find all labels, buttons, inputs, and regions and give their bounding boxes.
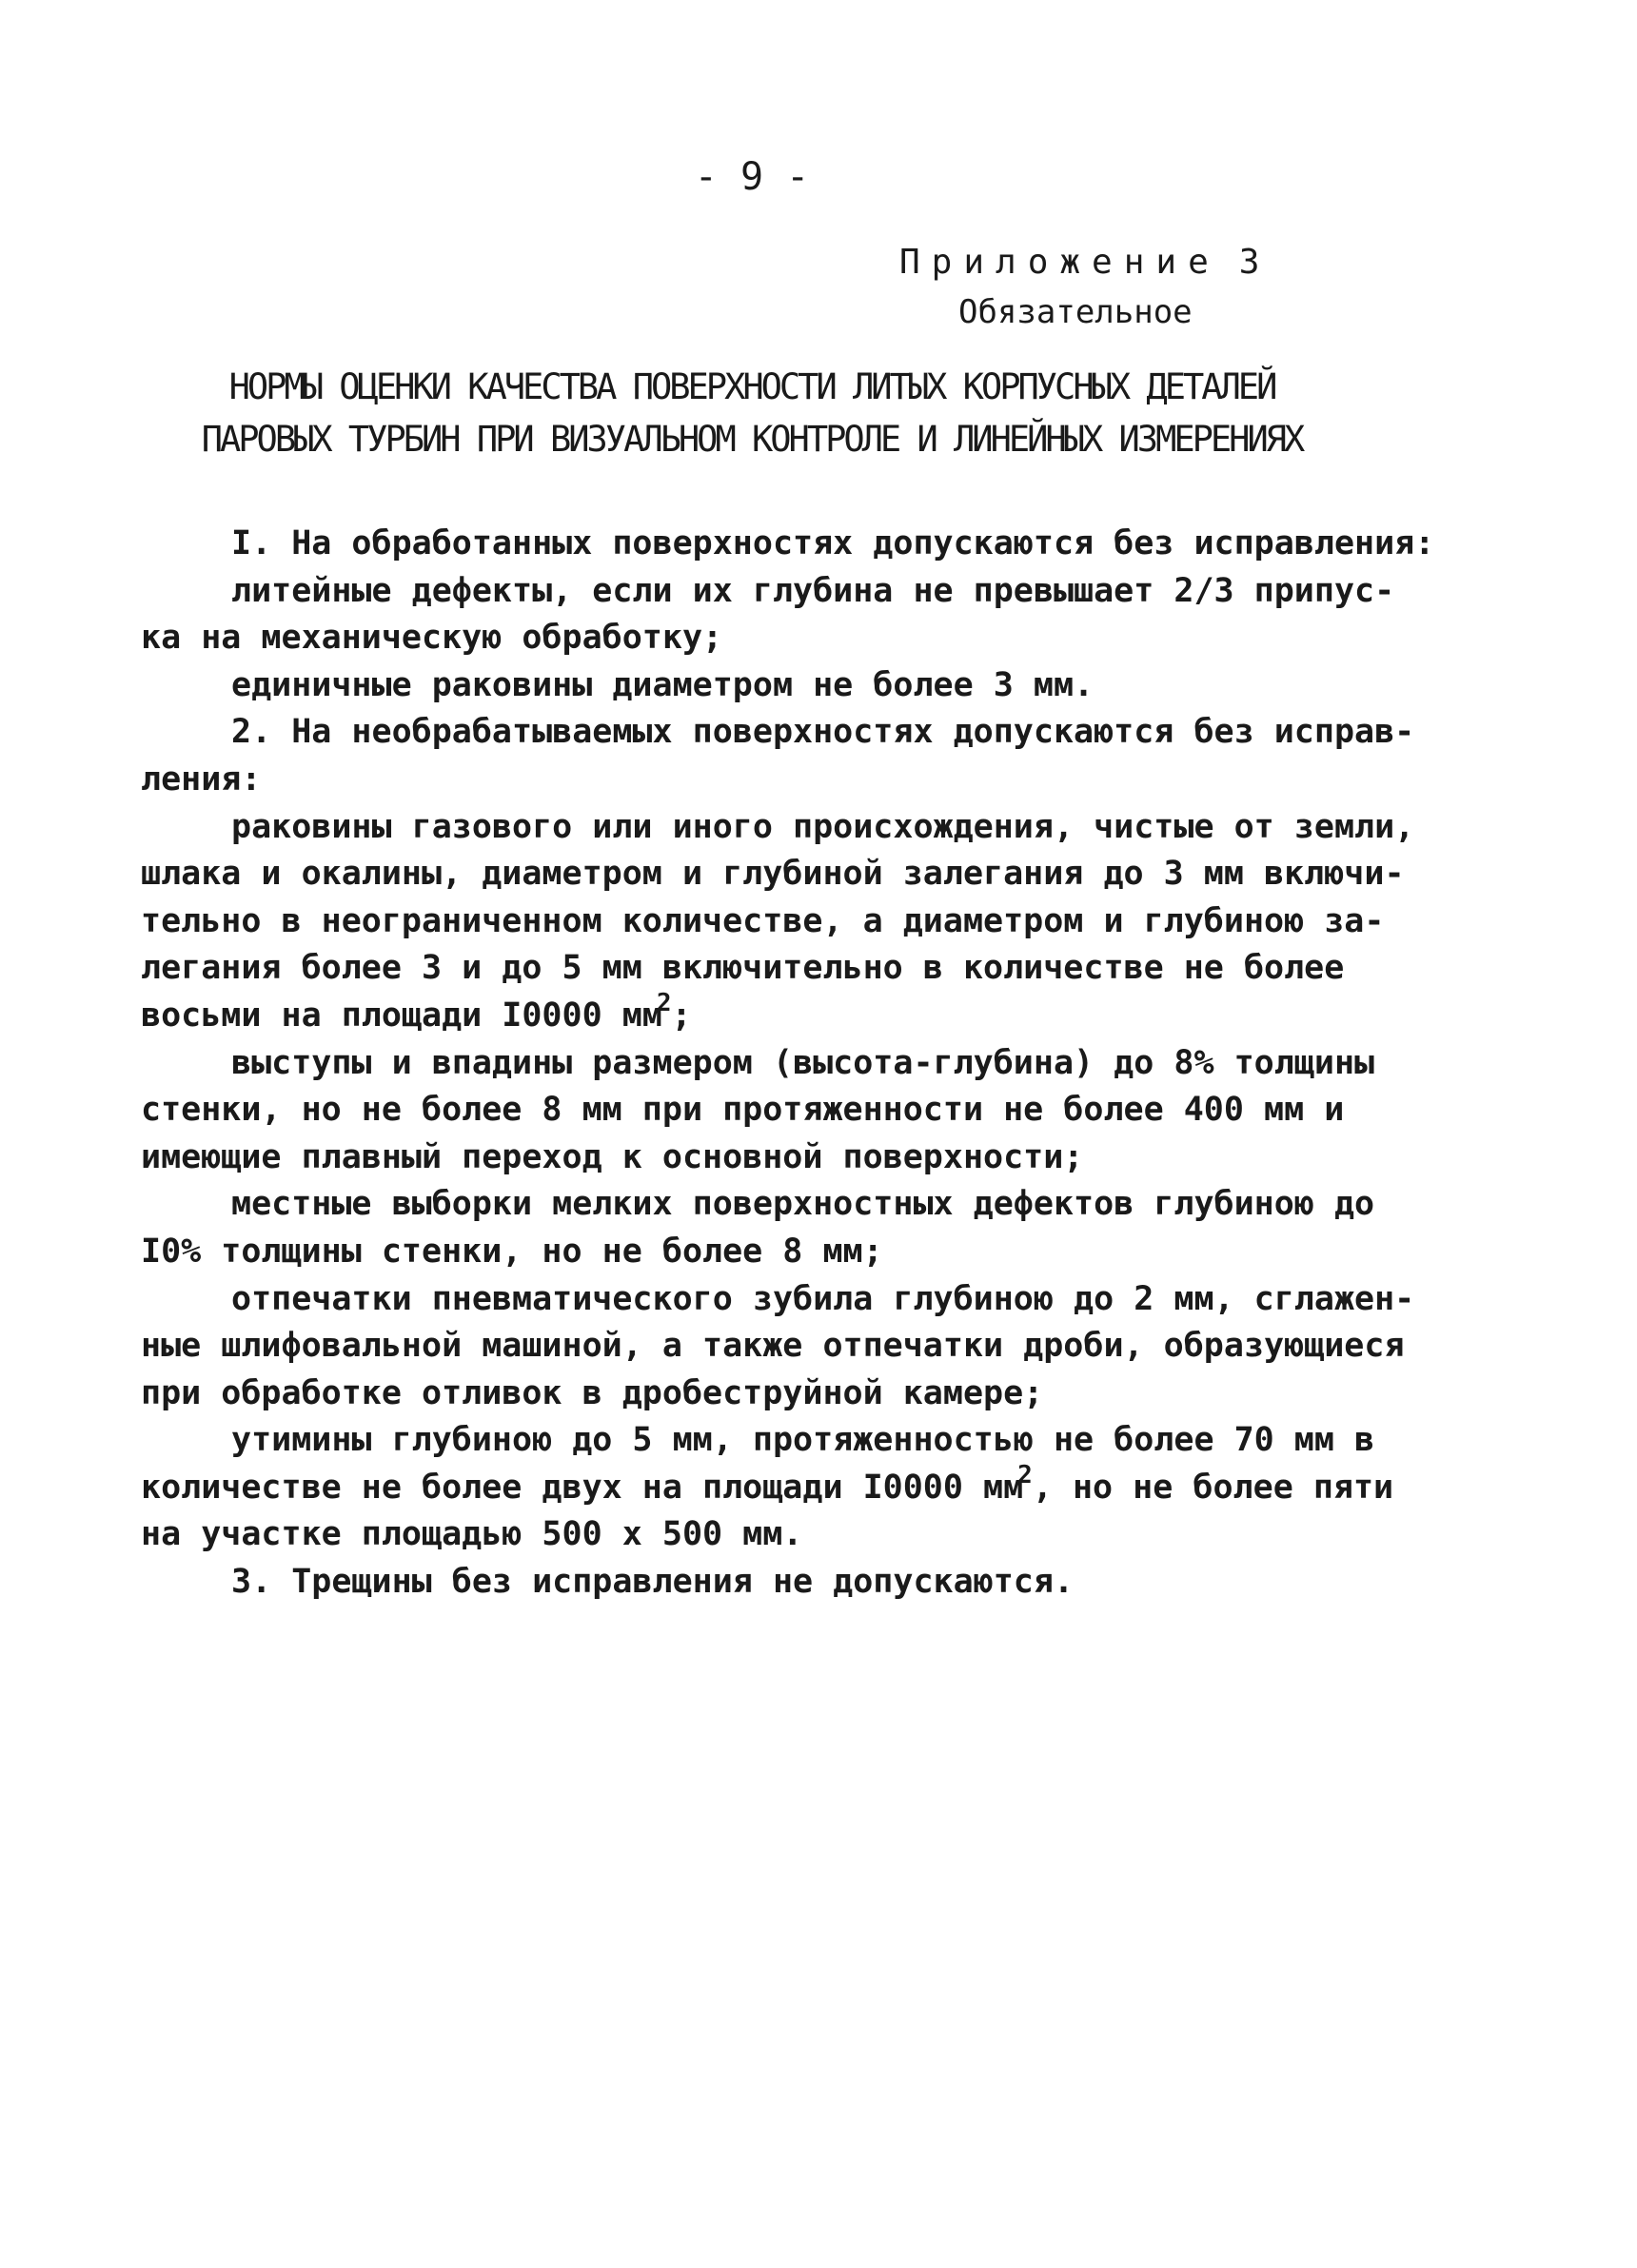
document-body <box>141 521 1435 1607</box>
body-line: отпечатки пневматического зубила глубиною до 2 мм, сглажен- <box>231 1279 1415 1318</box>
appendix-word: Приложение <box>899 243 1220 282</box>
body-line: единичные раковины диаметром не более 3 мм. <box>231 665 1095 704</box>
appendix-number: 3 <box>1238 243 1260 282</box>
body-line: тельно в неограниченном количестве, а диаметром и глубиною за- <box>141 901 1385 940</box>
document-title-line-1: НОРМЫ ОЦЕНКИ КАЧЕСТВА ПОВЕРХНОСТИ ЛИТЫХ КОРПУСНЫХ ДЕТАЛЕЙ <box>228 366 1275 407</box>
body-line-text: ; <box>671 996 692 1035</box>
body-line: при обработке отливок в дробеструйной камере; <box>141 1373 1044 1412</box>
body-line: выступы и впадины размером (высота-глубина) до 8% толщины <box>231 1043 1375 1082</box>
body-line: I. На обработанных поверхностях допускаются без исправления: <box>231 524 1435 562</box>
body-line: легания более 3 и до 5 мм включительно в количестве не более <box>141 949 1345 988</box>
body-line: утимины глубиною до 5 мм, протяженностью не более 70 мм в <box>231 1421 1375 1460</box>
body-line: ка на механическую обработку; <box>141 619 723 658</box>
appendix-status: Обязательное <box>958 293 1193 331</box>
document-title-line-2: ПАРОВЫХ ТУРБИН ПРИ ВИЗУАЛЬНОМ КОНТРОЛЕ И ЛИНЕЙНЫХ ИЗМЕРЕНИЯХ <box>201 419 1303 460</box>
body-line-text: , но не более пяти <box>1032 1468 1394 1507</box>
body-line: раковины газового или иного происхождения, чистые от земли, <box>231 807 1415 846</box>
page-number: - 9 - <box>694 155 810 199</box>
body-line-text: восьми на площади I0000 мм <box>141 996 662 1035</box>
body-line: I0% толщины стенки, но не более 8 мм; <box>141 1232 883 1271</box>
superscript: 2 <box>1017 1460 1033 1489</box>
body-line: шлака и окалины, диаметром и глубиной залегания до 3 мм включи- <box>141 855 1405 894</box>
body-line: стенки, но не более 8 мм при протяженности не более 400 мм и <box>141 1091 1345 1130</box>
body-line: имеющие плавный переход к основной поверхности; <box>141 1137 1084 1176</box>
body-line <box>141 988 1378 1040</box>
body-line: 3. Трещины без исправления не допускаются. <box>231 1563 1075 1602</box>
body-line: литейные дефекты, если их глубина не превышает 2/3 припус- <box>231 571 1395 610</box>
body-line <box>141 1460 1394 1512</box>
body-line: 2. На необрабатываемых поверхностях допускаются без исправ- <box>231 713 1415 752</box>
superscript: 2 <box>656 988 672 1017</box>
body-line: ления: <box>141 759 262 799</box>
body-line: местные выборки мелких поверхностных дефектов глубиною до <box>231 1185 1375 1224</box>
appendix-label <box>899 243 1259 282</box>
body-line: ные шлифовальной машиной, а также отпечатки дроби, образующиеся <box>141 1327 1405 1366</box>
body-line: на участке площадью 500 х 500 мм. <box>141 1515 803 1554</box>
body-line-text: количестве не более двух на площади I0000 мм <box>141 1468 1024 1507</box>
